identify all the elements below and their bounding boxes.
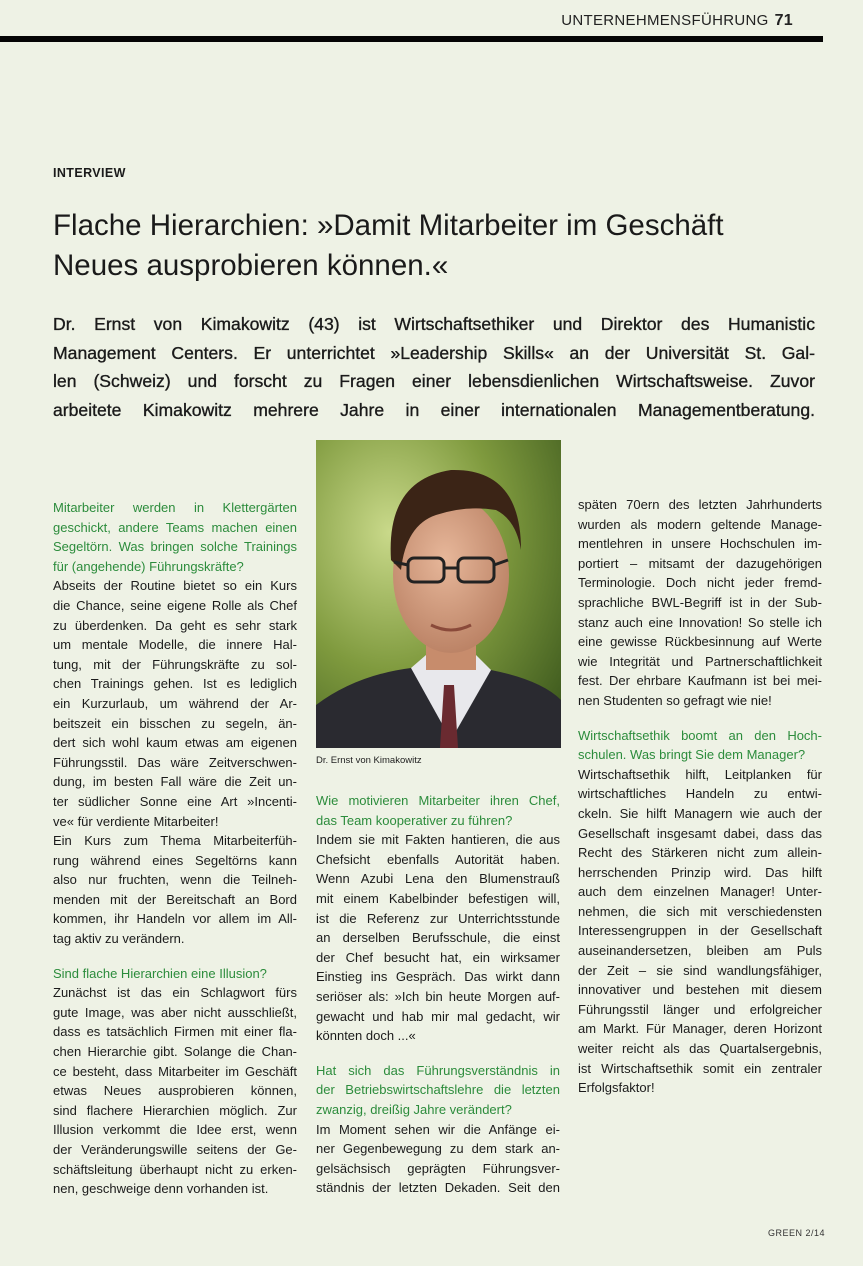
page-number: 71 — [774, 12, 793, 29]
text-line: wirtschaftliches Handeln zu entwi- — [578, 786, 822, 802]
text-line: Führungsstil länger und erfolgreicher — [578, 1001, 822, 1017]
text-line: tag aktiv zu verändern. — [53, 931, 185, 947]
text-line: gewacht und hab mir mal gedacht, wir — [316, 1008, 560, 1024]
column-3 — [578, 495, 822, 1098]
interview-answer — [316, 830, 560, 1046]
text-line: ist die Referenz zur Unterrichtsstunde — [316, 910, 560, 926]
text-line: etwas Neues ausprobieren können, — [53, 1083, 297, 1099]
text-line: zwanzig, dreißig Jahre verändert? — [316, 1101, 512, 1117]
text-line: Wie motivieren Mitarbeiter ihren Chef, — [316, 793, 560, 808]
text-line: beitszeit ein bisschen zu segeln, än- — [53, 715, 297, 731]
text-line: späten 70ern des letzten Jahrhunderts — [578, 497, 822, 512]
text-line: dert sich wohl kaum etwas am eigenen — [53, 735, 297, 751]
text-line: Mitarbeiter werden in Klettergärten — [53, 500, 297, 515]
text-line: nen, geschweige denn vorhanden ist. — [53, 1181, 269, 1197]
article-title — [53, 206, 823, 286]
text-line: gelsächsisch geprägten Führungsver- — [316, 1160, 560, 1176]
text-line: um mentale Modelle, die innere Hal- — [53, 637, 297, 653]
text-line: Führungsstil. Das wäre Zeitverschwen- — [53, 754, 297, 770]
text-line: Interessengruppen in der Gesellschaft — [578, 923, 822, 939]
text-line: eine gewisse Rückbesinnung auf Werte — [578, 634, 822, 650]
header-rule — [0, 36, 823, 42]
issue-footer: GREEN 2/14 — [768, 1228, 826, 1238]
interview-question — [316, 1061, 560, 1120]
text-line: nehmen, die sich mit verschiedensten — [578, 903, 822, 919]
text-line: schäftsleitung überhaupt nicht zu erken- — [53, 1161, 297, 1177]
text-line: kommen, ihr Handeln vor allem im All- — [53, 911, 297, 927]
text-line: chen Hierarchie gibt. Solange die Chan- — [53, 1044, 297, 1060]
text-line: chen Trainings gehen. Ist es lediglich — [53, 676, 297, 692]
text-line: auch dem einzelnen Manager! Unter- — [578, 884, 822, 900]
interview-answer — [316, 1120, 560, 1198]
text-line: Illusion verkommt die Idee erst, wenn — [53, 1122, 297, 1138]
text-line: Ein Kurs zum Thema Mitarbeiterfüh- — [53, 833, 297, 849]
lead-paragraph — [53, 310, 815, 424]
lead-line: arbeitete Kimakowitz mehrere Jahre in einer internationalen Managementberatung. — [53, 399, 815, 420]
text-line: auseinandersetzen, bleiben am Puls — [578, 943, 822, 959]
running-header — [561, 12, 793, 30]
column-2 — [316, 791, 560, 1198]
text-line: ist Wirtschaftsethik somit ein zentraler — [578, 1060, 822, 1076]
text-line: fest. Der ehrbare Kaufmann ist bei mei- — [578, 673, 822, 689]
interview-answer — [578, 495, 822, 711]
text-line: der Zeit – sie sind wandlungsfähiger, — [578, 962, 822, 978]
text-line: ckeln. Sie hilft Managern wie auch der — [578, 805, 822, 821]
text-line: menden mit der Bereitschaft an Bord — [53, 891, 297, 907]
interview-answer — [53, 576, 297, 831]
text-line: Indem sie mit Fakten hantieren, die aus — [316, 832, 560, 848]
text-line: zu überdenken. Da geht es sehr stark — [53, 617, 297, 633]
text-line: schulen. Was bringt Sie dem Manager? — [578, 747, 806, 763]
text-line: am Markt. Für Manager, deren Horizont — [578, 1021, 822, 1037]
text-line: sprachliche BWL-Begriff ist in der Sub- — [578, 594, 822, 610]
text-line: könnten doch ...« — [316, 1028, 416, 1044]
text-line: innovativer und bestehen mit diesem — [578, 982, 822, 998]
text-line: ständnis der letzten Dekaden. Seit den — [316, 1180, 560, 1196]
text-line: mentlehren in unsere Hochschulen im- — [578, 536, 822, 552]
kicker: INTERVIEW — [53, 166, 126, 180]
text-line: Einstieg ins Gespräch. Das wirkt dann — [316, 969, 560, 985]
portrait-photo — [316, 440, 561, 748]
text-line: ce besteht, dass Mitarbeiter im Geschäft — [53, 1063, 297, 1079]
text-line: Segeltörn. Was bringen solche Trainings — [53, 539, 297, 555]
text-line: herrschenden Prinzip wird. Das hilft — [578, 864, 822, 880]
text-line: Terminologie. Doch nicht jeder fremd- — [578, 575, 822, 591]
interview-question — [53, 498, 297, 576]
text-line: nen Studenten so gefragt wie nie! — [578, 692, 772, 708]
text-line: Sind flache Hierarchien eine Illusion? — [53, 965, 267, 981]
text-line: sind flachere Hierarchien möglich. Zur — [53, 1102, 297, 1118]
lead-line: Dr. Ernst von Kimakowitz (43) ist Wirtschaftsethiker und Direktor des Humanistic — [53, 314, 815, 334]
lead-line: Management Centers. Er unterrichtet »Leadership Skills« an der Universität St. Gal- — [53, 342, 815, 363]
interview-question — [578, 726, 822, 765]
paragraph-gap — [316, 1046, 560, 1061]
text-line: der Betriebswirtschaftslehre die letzten — [316, 1082, 560, 1098]
text-line: also nur fruchten, wenn die Teilneh- — [53, 872, 297, 888]
paragraph-gap — [53, 949, 297, 964]
text-line: Zunächst ist das ein Schlagwort fürs — [53, 985, 297, 1001]
text-line: Wirtschaftsethik boomt an den Hoch- — [578, 727, 822, 743]
title-line: Flache Hierarchien: »Damit Mitarbeiter im Geschäft — [53, 209, 724, 242]
column-1 — [53, 498, 297, 1199]
text-line: Gesellschaft insgesamt dabei, dass das — [578, 825, 822, 841]
text-line: dass es tatsächlich Firmen mit einer fla- — [53, 1024, 297, 1040]
text-line: gute Image, was aber nicht ausschließt, — [53, 1004, 297, 1020]
text-line: das Team kooperativer zu führen? — [316, 812, 513, 828]
text-line: an derselben Berufsschule, die einst — [316, 930, 560, 946]
text-line: ter südlicher Sonne eine Art »Incenti- — [53, 793, 297, 809]
text-line: Hat sich das Führungsverständnis in — [316, 1062, 560, 1078]
text-line: die Chance, seine eigene Rolle als Chef — [53, 597, 297, 613]
text-line: rung während eines Segeltörns kann — [53, 852, 297, 868]
paragraph-gap — [578, 711, 822, 726]
text-line: Wirtschaftsethik hilft, Leitplanken für — [578, 766, 822, 782]
interview-question — [53, 964, 297, 984]
text-line: stanz auch eine Innovation! So stelle ich — [578, 614, 822, 630]
text-line: Recht des Stärkeren nicht zum allein- — [578, 845, 822, 861]
text-line: tung, mit der Führungskräfte zu sol- — [53, 656, 297, 672]
interview-answer — [578, 765, 822, 1098]
text-line: Im Moment sehen wir die Anfänge ei- — [316, 1121, 560, 1137]
section-name: UNTERNEHMENSFÜHRUNG — [561, 12, 769, 29]
text-line: mit einem Kabelbinder befestigen will, — [316, 890, 560, 906]
interview-answer — [53, 831, 297, 949]
text-line: Erfolgsfaktor! — [578, 1080, 655, 1096]
text-line: Chefsicht ebenfalls Autorität haben. — [316, 851, 560, 867]
text-line: ve« für verdiente Mitarbeiter! — [53, 813, 219, 829]
interview-answer — [53, 983, 297, 1199]
text-line: Wenn Azubi Lena den Blumenstrauß — [316, 871, 560, 887]
text-line: ner Gegenbewegung zu dem stark an- — [316, 1141, 560, 1157]
text-line: weiter reicht als das Quartalsergebnis, — [578, 1041, 822, 1057]
photo-caption: Dr. Ernst von Kimakowitz — [316, 755, 422, 766]
title-line: Neues ausprobieren können.« — [53, 249, 449, 282]
text-line: Abseits der Routine bietet so ein Kurs — [53, 578, 297, 594]
text-line: für (angehende) Führungskräfte? — [53, 558, 244, 574]
text-line: der Veränderungswille seitens der Ge- — [53, 1142, 297, 1157]
interview-question — [316, 791, 560, 830]
text-line: wurden als modern geltende Manage- — [578, 516, 822, 532]
text-line: der Chef besucht hat, ein wirksamer — [316, 949, 560, 965]
text-line: ein Kurzurlaub, um während der Ar- — [53, 695, 297, 711]
text-line: seriöser als: »Ich bin heute Morgen auf- — [316, 988, 560, 1004]
lead-line: len (Schweiz) und forscht zu Fragen einer lebensdienlichen Wirtschaftsweise. Zuvor — [53, 371, 815, 391]
text-line: portiert – mitsamt der dazugehörigen — [578, 555, 822, 571]
text-line: dung, im besten Fall wäre die Zeit un- — [53, 774, 297, 790]
text-line: wie Integrität und Partnerschaftlichkeit — [578, 653, 822, 669]
text-line: geschickt, andere Teams machen einen — [53, 519, 297, 535]
